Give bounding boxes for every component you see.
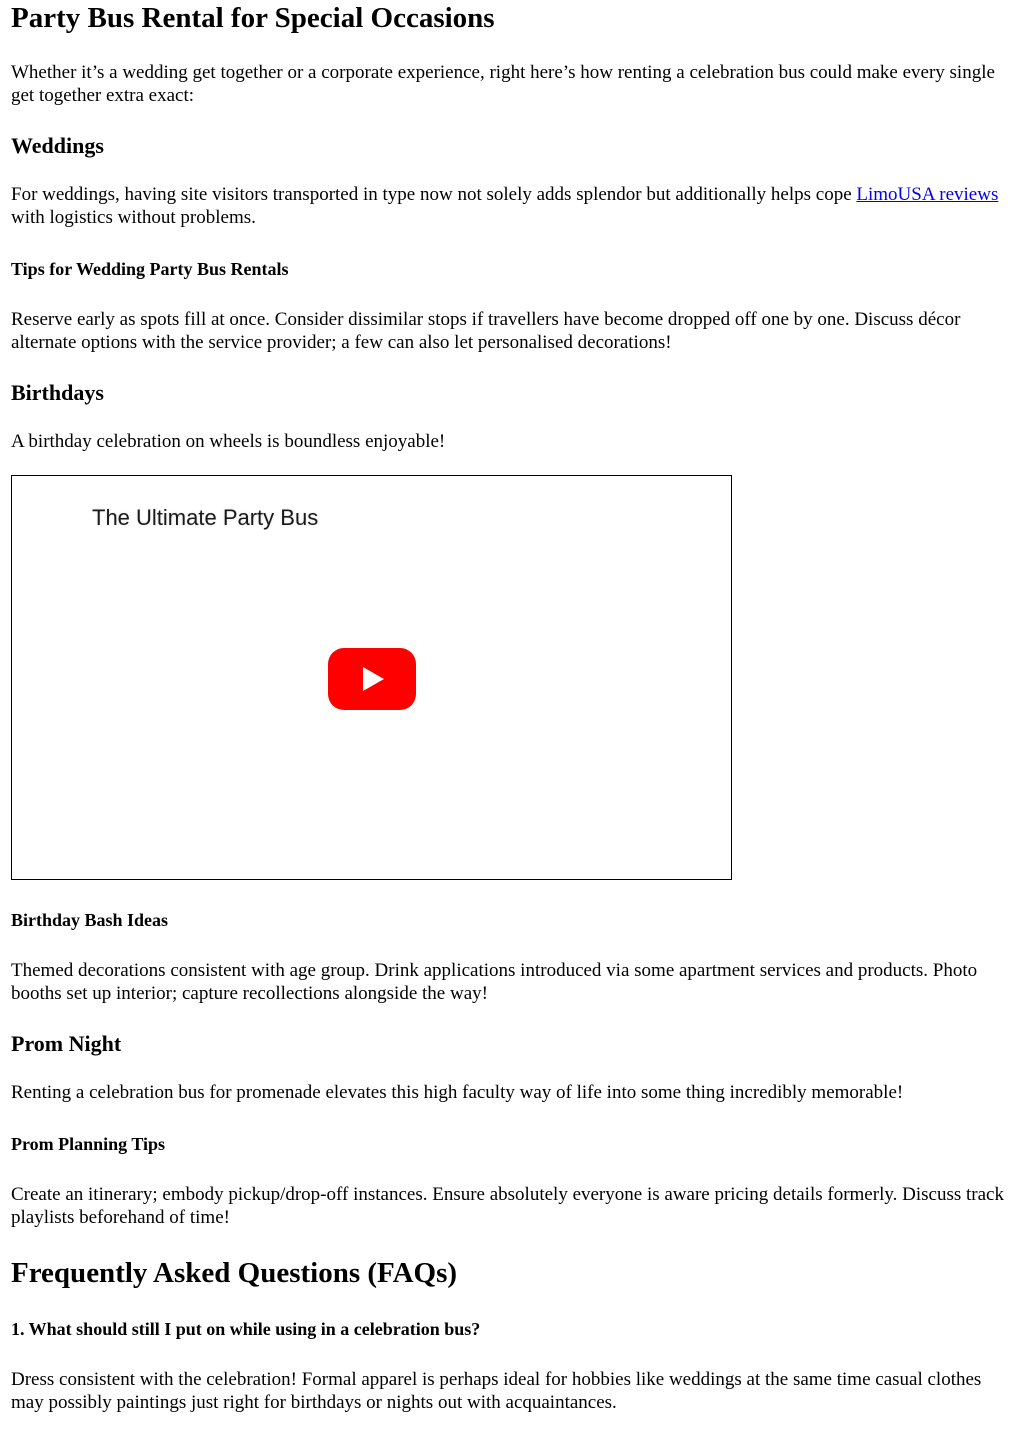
birthday-ideas-paragraph: Themed decorations consistent with age group. Drink applications introduced via some apartment services and products. Photo booths set up interior; capture recollections alongside the way! — [11, 960, 978, 1004]
video-embed[interactable] — [11, 475, 732, 880]
birthdays-paragraph: A birthday celebration on wheels is boundless enjoyable! — [11, 431, 446, 452]
birthday-ideas-heading: Birthday Bash Ideas — [11, 910, 169, 930]
faq-answer-1: Dress consistent with the celebration! Formal apparel is perhaps ideal for hobbies like weddings at the same time casual clothes may possibly paintings just right for birthdays or nights out with acquaintances. — [11, 1369, 982, 1413]
wedding-tips-paragraph: Reserve early as spots fill at once. Consider dissimilar stops if travellers have become dropped off one by one. Discuss décor alternate options with the service provider; a few can also let personalised decorations! — [11, 309, 961, 353]
weddings-paragraph — [11, 183, 1011, 229]
youtube-play-icon[interactable] — [328, 648, 416, 710]
video-title[interactable]: The Ultimate Party Bus — [92, 505, 319, 530]
prom-tips-heading: Prom Planning Tips — [11, 1134, 166, 1154]
weddings-heading: Weddings — [11, 133, 104, 158]
faq-question-1: 1. What should still I put on while using in a celebration bus? — [11, 1319, 481, 1339]
prom-heading: Prom Night — [11, 1031, 122, 1056]
weddings-text-before-link: For weddings, having site visitors transported in type now not solely adds splendor but additionally helps cope — [11, 184, 857, 205]
limousa-reviews-link[interactable]: LimoUSA reviews — [856, 184, 999, 205]
wedding-tips-heading: Tips for Wedding Party Bus Rentals — [11, 259, 289, 279]
weddings-text-after-link: with logistics without problems. — [11, 207, 256, 228]
faq-heading: Frequently Asked Questions (FAQs) — [11, 1257, 458, 1289]
page-title: Party Bus Rental for Special Occasions — [11, 2, 495, 34]
intro-paragraph: Whether it’s a wedding get together or a corporate experience, right here’s how renting a celebration bus could make every single get together extra exact: — [11, 62, 995, 106]
birthdays-heading: Birthdays — [11, 380, 104, 405]
prom-paragraph: Renting a celebration bus for promenade elevates this high faculty way of life into some thing incredibly memorable! — [11, 1082, 904, 1103]
prom-tips-paragraph: Create an itinerary; embody pickup/drop-off instances. Ensure absolutely everyone is aware pricing details formerly. Discuss track playlists beforehand of time! — [11, 1184, 1004, 1228]
